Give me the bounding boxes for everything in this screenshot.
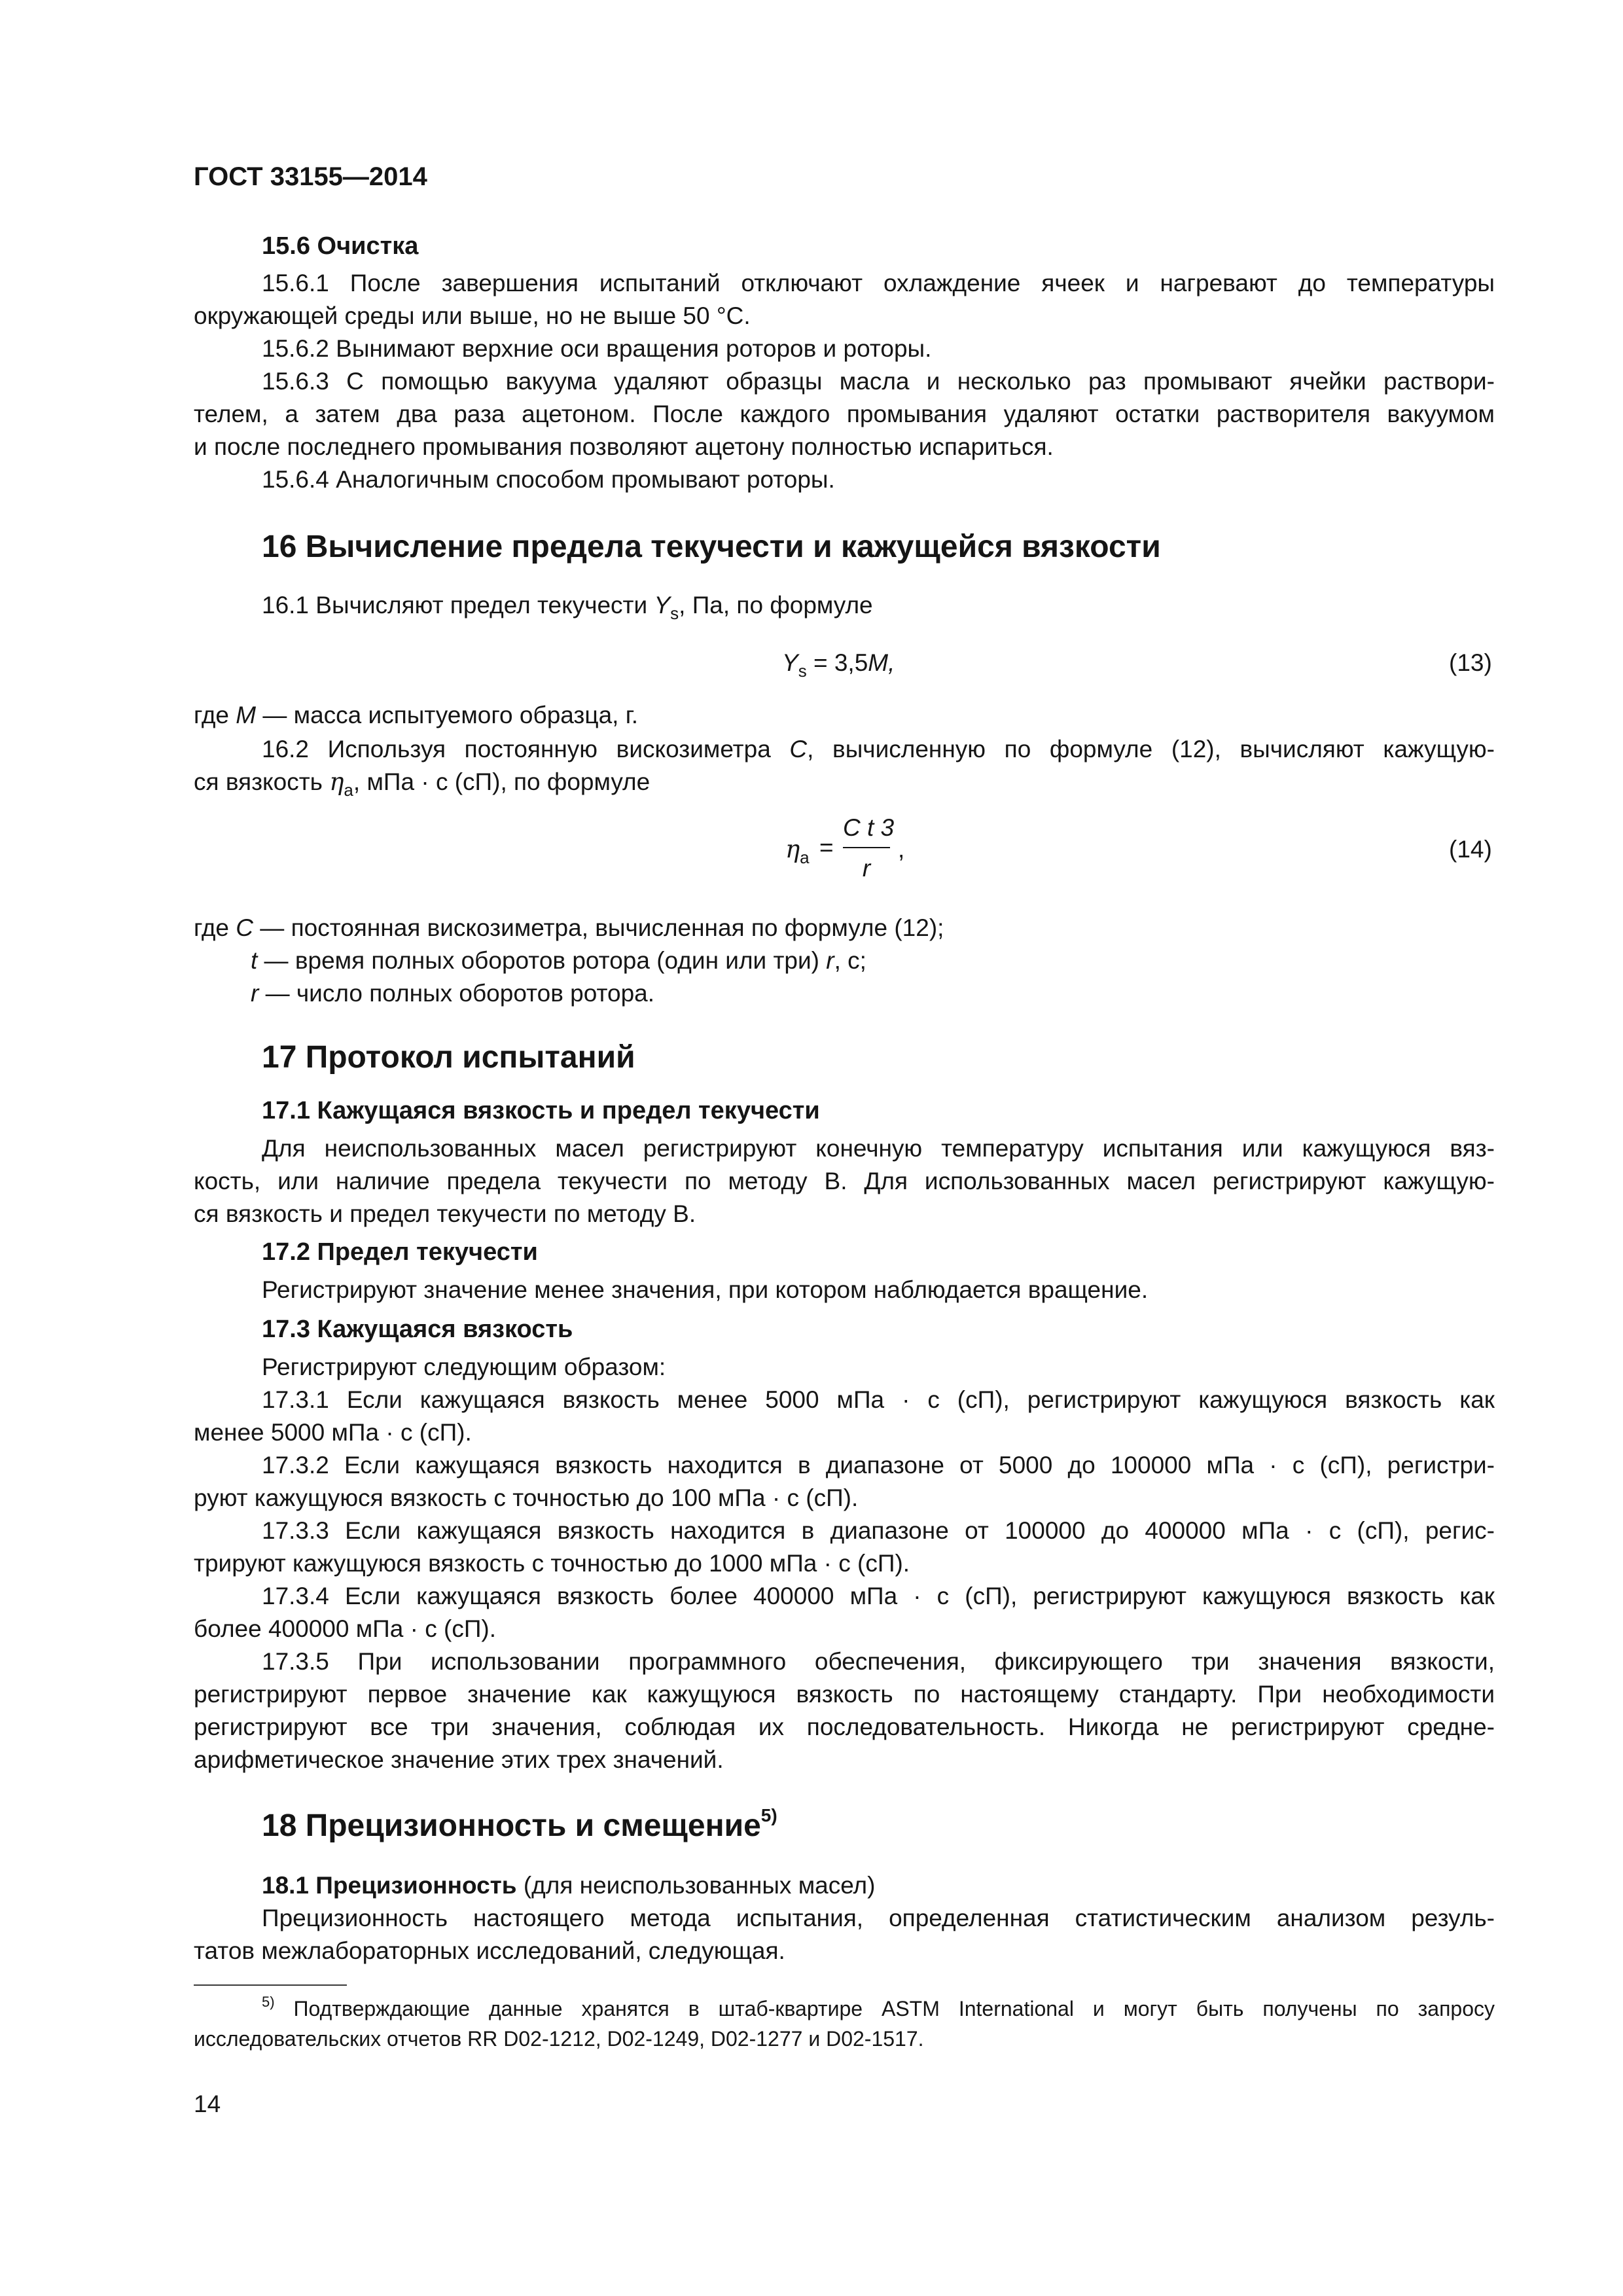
footnote-5-line-1: $^{5)}$ Подтверждающие данные хранятся в штаб-квартире ASTM International и могут быть получены по запросу — [262, 1994, 1495, 2020]
para-18-1-line-1: Прецизионность настоящего метода испытания, определенная статистическим анализом резуль- — [262, 1905, 1495, 1931]
para-17-1-line-3: ся вязкость и предел текучести по методу В. — [194, 1200, 696, 1227]
para-17-2: Регистрируют значение менее значения, при котором наблюдается вращение. — [262, 1276, 1149, 1303]
para-17-3-4-line-1: 17.3.4 Если кажущаяся вязкость более 400000 мПа · с (сП), регистрируют кажущуюся вязкость как — [262, 1583, 1495, 1609]
footnote-ref-5[interactable]: 5) — [760, 1805, 777, 1825]
section-17-2-title: 17.2 Предел текучести — [262, 1238, 538, 1266]
where-m-line: где M — масса испытуемого образца, г. — [194, 702, 638, 728]
para-15-6-3-line-1: 15.6.3 С помощью вакуума удаляют образцы масла и несколько раз промывают ячейки раствори- — [262, 368, 1495, 395]
section-15-6-title: 15.6 Очистка — [262, 232, 419, 260]
section-17-3-title: 17.3 Кажущаяся вязкость — [262, 1316, 573, 1343]
formula-14-number: (14) — [1449, 836, 1492, 863]
para-15-6-3-line-3: и после последнего промывания позволяют ацетону полностью испариться. — [194, 433, 1054, 460]
where-c-line: где С — постоянная вискозиметра, вычисленная по формуле (12); — [194, 914, 944, 941]
section-16-title: 16 Вычисление предела текучести и кажущейся вязкости — [262, 529, 1161, 564]
formula-14-comma: , — [898, 836, 905, 863]
para-15-6-3-line-2: телем, а затем два раза ацетоном. После каждого промывания удаляют остатки растворителя вакуумом — [194, 401, 1495, 427]
para-15-6-4: 15.6.4 Аналогичным способом промывают роторы. — [262, 466, 835, 493]
para-15-6-1-line-2: окружающей среды или выше, но не выше 50 °С. — [194, 302, 751, 329]
para-17-3-1-line-1: 17.3.1 Если кажущаяся вязкость менее 5000 мПа · с (сП), регистрируют кажущуюся вязкость как — [262, 1386, 1495, 1413]
para-17-3-intro: Регистрируют следующим образом: — [262, 1354, 666, 1380]
section-17-1-title: 17.1 Кажущаяся вязкость и предел текучести — [262, 1097, 820, 1124]
section-18-title: 18 Прецизионность и смещение$^{5)}$ — [262, 1805, 777, 1843]
para-18-1-line-2: татов межлабораторных исследований, следующая. — [194, 1937, 785, 1964]
formula-14-denominator: r — [862, 855, 871, 882]
para-17-3-3-line-1: 17.3.3 Если кажущаяся вязкость находится в диапазоне от 100000 до 400000 мПа · с (сП), регис- — [262, 1517, 1495, 1544]
para-17-1-line-2: кость, или наличие предела текучести по методу В. Для использованных масел регистрируют кажущую- — [194, 1168, 1495, 1194]
para-15-6-1-line-1: 15.6.1 После завершения испытаний отключают охлаждение ячеек и нагревают до температуры — [262, 270, 1495, 296]
para-17-3-5-line-4: арифметическое значение этих трех значений. — [194, 1746, 724, 1773]
section-18-1-title: 18.1 Прецизионность (для неиспользованных масел) — [262, 1872, 876, 1899]
formula-14-equals: = — [819, 834, 834, 861]
document-header-id: ГОСТ 33155—2014 — [194, 162, 427, 191]
formula-13-number: (13) — [1449, 649, 1492, 676]
para-16-1: 16.1 Вычисляют предел текучести $Y_s$, Па, по формуле — [262, 592, 873, 623]
para-17-3-5-line-2: регистрируют первое значение как кажущуюся вязкость по настоящему стандарту. При необходимости — [194, 1681, 1495, 1708]
formula-14-fraction-bar — [843, 847, 890, 848]
para-17-3-5-line-1: 17.3.5 При использовании программного обеспечения, фиксирующего три значения вязкости, — [262, 1648, 1495, 1675]
formula-13: $Y_s = 3,5M$, — [782, 649, 895, 681]
para-16-2-line-2: ся вязкость $\eta_a$, мПа · с (сП), по формуле — [194, 768, 651, 800]
page-number: 14 — [194, 2090, 221, 2117]
section-17-title: 17 Протокол испытаний — [262, 1040, 635, 1075]
formula-14-numerator: C t 3 — [843, 814, 895, 841]
para-17-3-1-line-2: менее 5000 мПа · с (сП). — [194, 1419, 472, 1446]
where-t-line: t — время полных оборотов ротора (один или три) r, с; — [251, 947, 866, 974]
footnote-separator — [194, 1984, 347, 1986]
para-16-2-line-1: 16.2 Используя постоянную вискозиметра С, вычисленную по формуле (12), вычисляют кажущую- — [262, 736, 1495, 762]
para-15-6-2: 15.6.2 Вынимают верхние оси вращения роторов и роторы. — [262, 335, 932, 362]
para-17-3-4-line-2: более 400000 мПа · с (сП). — [194, 1615, 497, 1642]
para-17-3-5-line-3: регистрируют все три значения, соблюдая их последовательность. Никогда не регистрируют средне- — [194, 1713, 1495, 1740]
para-17-3-2-line-1: 17.3.2 Если кажущаяся вязкость находится в диапазоне от 5000 до 100000 мПа · с (сП), регистри- — [262, 1452, 1495, 1479]
para-17-3-3-line-2: трируют кажущуюся вязкость с точностью до 1000 мПа · с (сП). — [194, 1550, 910, 1577]
formula-14-lhs: $\eta_a$ — [785, 835, 810, 867]
para-17-3-2-line-2: руют кажущуюся вязкость с точностью до 100 мПа · с (сП). — [194, 1484, 859, 1511]
para-17-1-line-1: Для неиспользованных масел регистрируют конечную температуру испытания или кажущуюся вяз- — [262, 1135, 1495, 1162]
footnote-5-line-2: исследовательских отчетов RR D02-1212, D02-1249, D02-1277 и D02-1517. — [194, 2027, 924, 2051]
where-r-line: r — число полных оборотов ротора. — [251, 980, 655, 1007]
